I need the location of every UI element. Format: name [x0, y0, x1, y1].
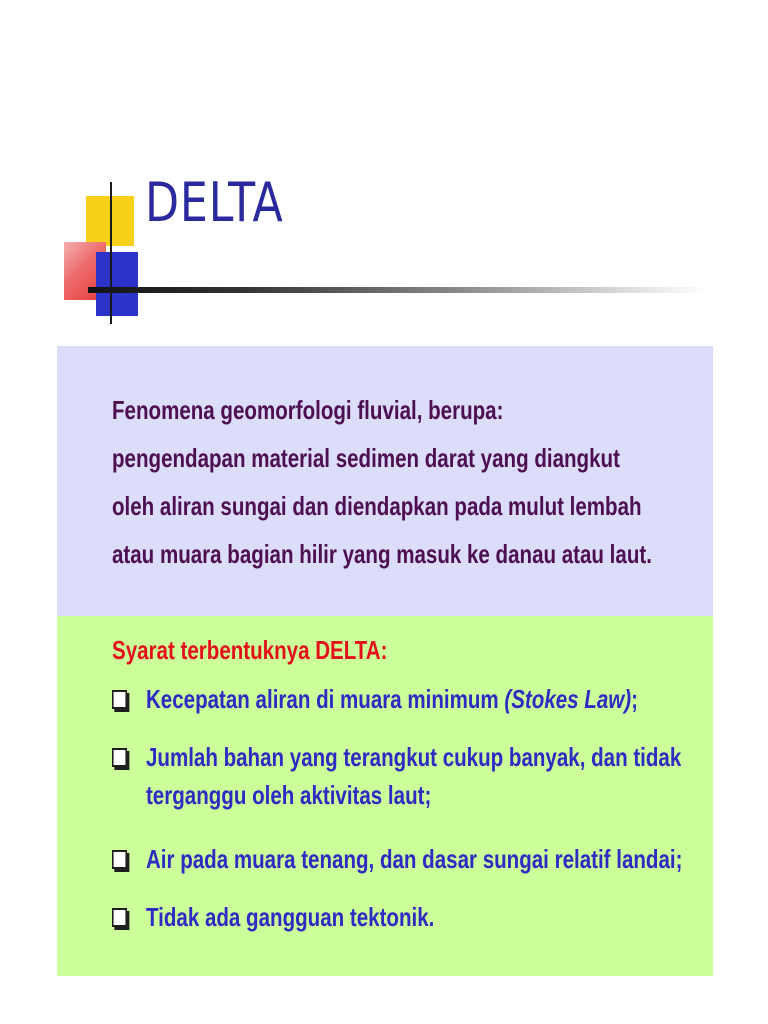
definition-line: atau muara bagian hilir yang masuk ke danau atau laut.	[112, 539, 652, 569]
requirement-text	[146, 898, 434, 936]
definition-text	[112, 386, 697, 578]
checkbox-bullet-icon	[112, 850, 127, 869]
requirement-suffix: ;	[631, 684, 638, 714]
checkbox-bullet-icon	[112, 748, 127, 767]
requirement-text	[146, 738, 681, 814]
definition-line: Fenomena geomorfologi fluvial, berupa:	[112, 395, 504, 425]
definition-box	[57, 346, 713, 616]
requirement-emphasis: (Stokes Law)	[504, 684, 632, 714]
requirement-item	[112, 738, 681, 814]
checkbox-bullet-icon	[112, 908, 127, 927]
requirement-item	[112, 680, 681, 718]
requirement-line: Air pada muara tenang, dan dasar sungai relatif landai;	[145, 844, 683, 874]
ornament-blue-square	[96, 252, 138, 316]
requirement-text	[146, 680, 638, 718]
requirement-line: terganggu oleh aktivitas laut;	[145, 780, 432, 810]
requirement-prefix: Kecepatan aliran di muara minimum	[145, 684, 505, 714]
requirement-item	[112, 898, 681, 936]
requirement-text	[146, 840, 682, 878]
title-underline-rule	[88, 287, 708, 293]
definition-line: oleh aliran sungai dan diendapkan pada mulut lembah	[112, 491, 642, 521]
requirements-box	[57, 616, 713, 976]
requirements-heading: Syarat terbentuknya DELTA:	[112, 635, 388, 665]
ornament-vertical-line	[110, 182, 112, 324]
requirement-line	[146, 680, 638, 718]
requirement-line: Jumlah bahan yang terangkut cukup banyak, dan tidak	[145, 742, 682, 772]
definition-line: pengendapan material sedimen darat yang diangkut	[112, 443, 620, 473]
checkbox-bullet-icon	[112, 690, 127, 709]
slide-title: DELTA	[145, 171, 284, 234]
requirement-item	[112, 840, 681, 878]
requirement-line: Tidak ada gangguan tektonik.	[145, 902, 435, 932]
